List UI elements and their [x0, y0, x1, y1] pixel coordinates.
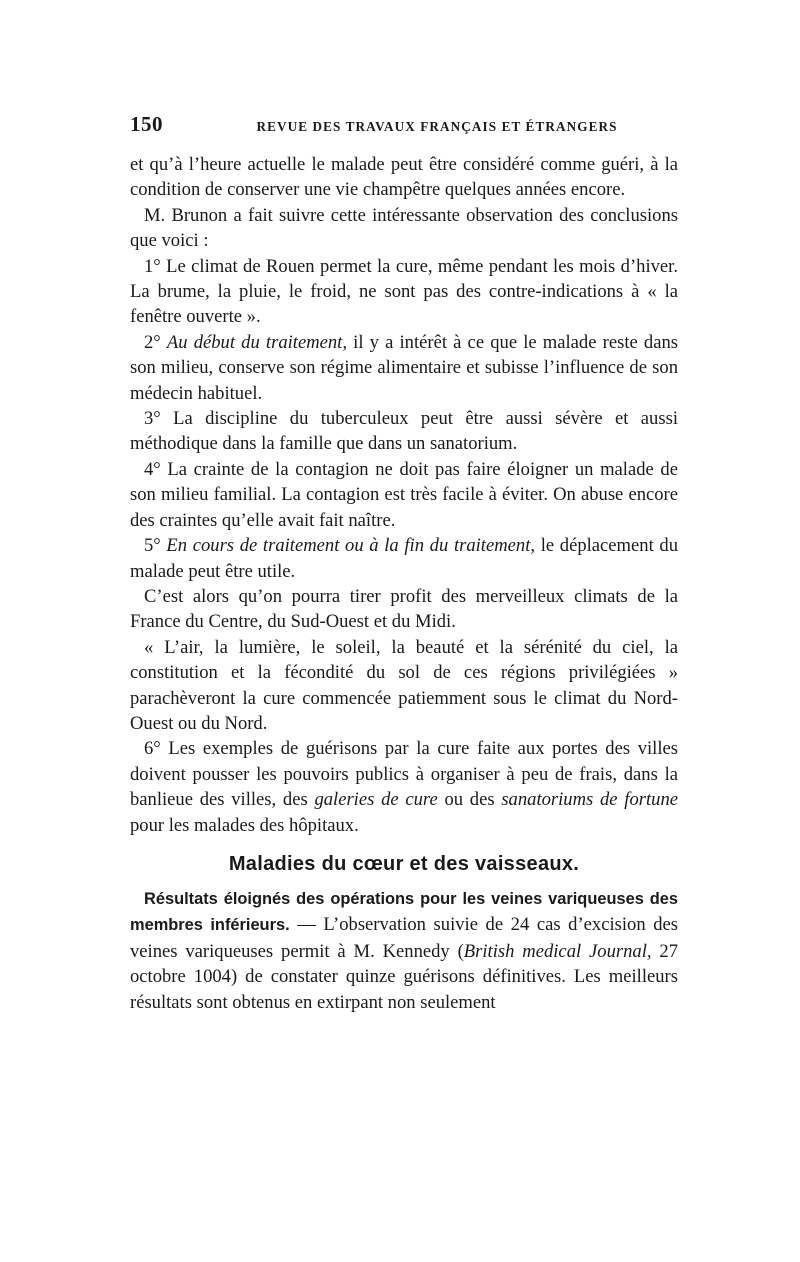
- running-head: [130, 112, 678, 146]
- conclusion-6-italic-2: sanatoriums de fortune: [501, 789, 678, 811]
- conclusion-5-text: le déplacement du malade peut être utile.: [130, 535, 678, 582]
- conclusion-4: 4° La crainte de la contagion ne doit pas faire éloigner un malade de son milieu familial. La contagion est très facile à éviter. On abuse encore des craintes qu’elle avait fait naître.: [130, 458, 678, 531]
- conclusion-1: 1° Le climat de Rouen permet la cure, même pendant les mois d’hiver. La brume, la pluie, le froid, ne sont pas des contre-indications à « la fenêtre ouverte ».: [130, 255, 678, 328]
- paragraph-brunon-intro: M. Brunon a fait suivre cette intéressante observation des conclusions que voici :: [130, 204, 678, 252]
- page-number: 150: [130, 112, 163, 136]
- conclusion-2-text: il y a intérêt à ce que le malade reste dans son milieu, conserve son régime alimentaire et subisse l’influence de son médecin habituel.: [130, 331, 678, 404]
- conclusion-5-number: 5°: [144, 535, 167, 557]
- article-title: Résultats éloignés des opérations pour les veines variqueuses des membres inférieurs.: [130, 889, 678, 935]
- conclusion-6-text-a: 6° Les exemples de guérisons par la cure faite aux portes des villes doivent pousser les pouvoirs publics à organiser à peu de frais, dans la banlieue des villes, des: [130, 738, 678, 811]
- section-heading: Maladies du cœur et des vaisseaux.: [228, 852, 580, 875]
- conclusion-6-text-b: ou des: [437, 789, 502, 811]
- conclusion-6: [130, 736, 678, 838]
- paragraph-continuation: et qu’à l’heure actuelle le malade peut être considéré comme guéri, à la condition de conserver une vie champêtre quelques années encore.: [130, 154, 678, 201]
- paragraph-climates: C’est alors qu’on pourra tirer profit des merveilleux climats de la France du Centre, du Sud-Ouest et du Midi.: [130, 585, 678, 633]
- conclusion-3: 3° La discipline du tuberculeux peut être aussi sévère et aussi méthodique dans la famille que dans un sanatorium.: [130, 408, 678, 455]
- article-text: — L’observation suivie de 24 cas d’excision des veines variqueuses permit à M. Kennedy (: [130, 914, 678, 962]
- conclusion-2-number: 2°: [144, 331, 167, 353]
- conclusion-2: [130, 330, 678, 406]
- journal-title: REVUE DES TRAVAUX FRANÇAIS ET ÉTRANGERS: [256, 119, 618, 134]
- paragraph-quote: « L’air, la lumière, le soleil, la beauté et la sérénité du ciel, la constitution et la fécondité du sol de ces régions privilégiées » parachèveront la cure commencée patiemment sous le climat du Nord-Ouest ou du Nord.: [130, 636, 678, 734]
- article-text-continued: 27 octobre 1004) de constater quinze guérisons définitives. Les meilleurs résultats sont obtenus en extirpant non seulement: [130, 940, 678, 1013]
- conclusion-6-text-c: pour les malades des hôpitaux.: [130, 814, 359, 836]
- conclusion-6-italic-1: galeries de cure: [314, 789, 438, 811]
- article-paragraph: [130, 886, 678, 1015]
- conclusion-5: [130, 533, 678, 584]
- book-page: [130, 112, 678, 1015]
- conclusion-2-italic: Au début du traitement,: [166, 331, 347, 353]
- article-source: British medical Journal,: [463, 940, 652, 962]
- conclusion-5-italic: En cours de traitement ou à la fin du traitement,: [166, 535, 536, 557]
